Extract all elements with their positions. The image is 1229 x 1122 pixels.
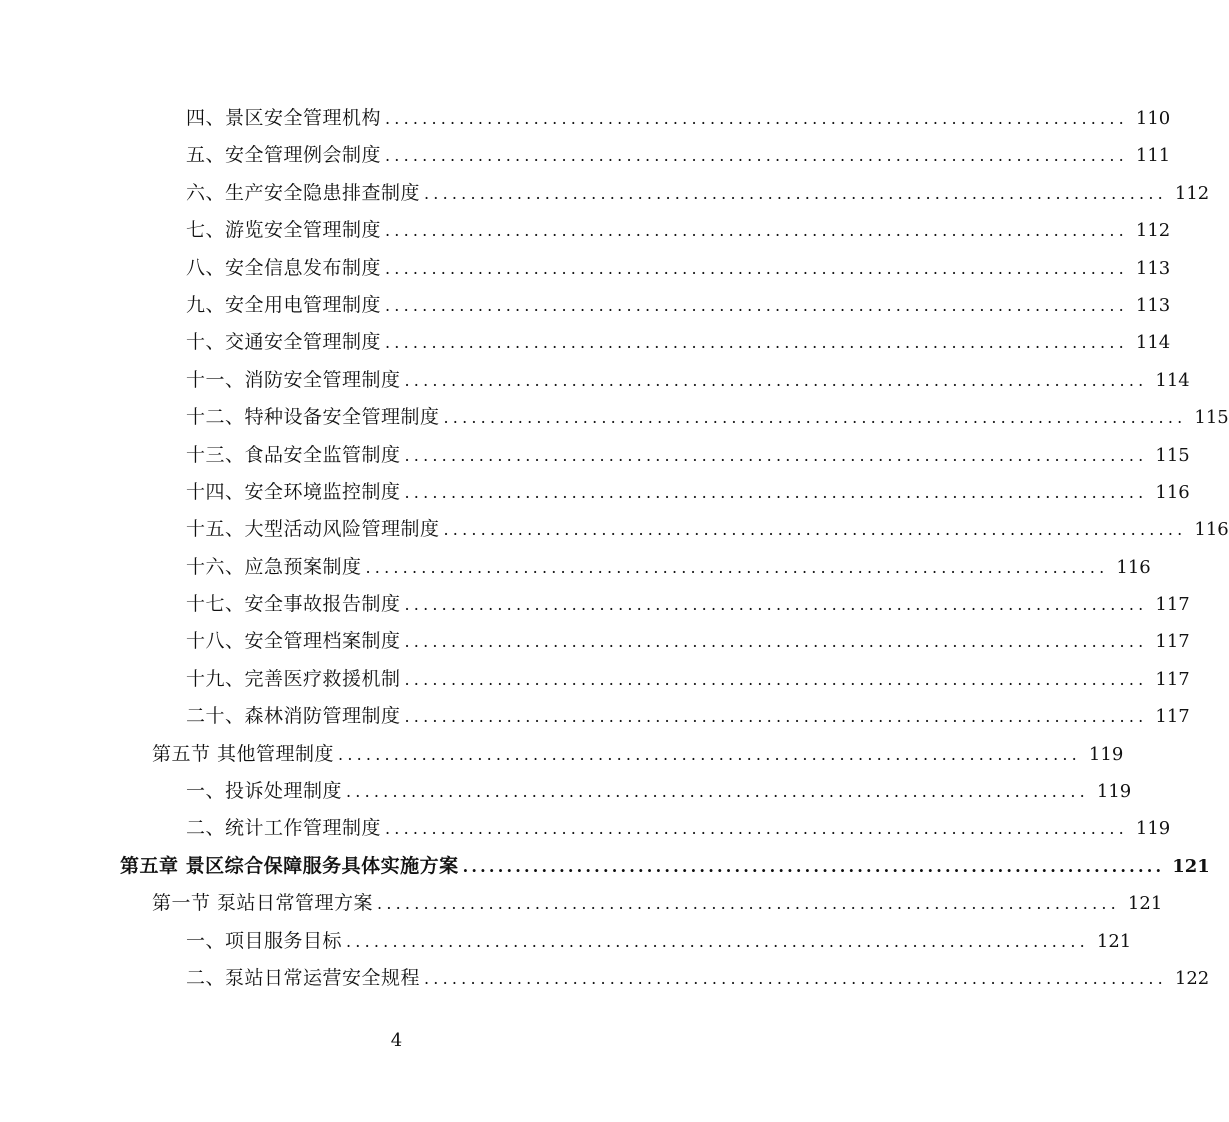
toc-entry-title: 十五、大型活动风险管理制度 — [186, 518, 440, 541]
toc-leader-dots: ................................................................................ — [346, 782, 1089, 802]
toc-entry[interactable] — [0, 212, 1171, 249]
toc-leader-dots: ................................................................................ — [443, 408, 1187, 428]
toc-entry[interactable] — [0, 324, 1171, 361]
toc-entry-page: 119 — [1096, 781, 1132, 803]
toc-entry-title: 十二、特种设备安全管理制度 — [186, 406, 440, 429]
toc-entry-title: 十六、应急预案制度 — [186, 555, 362, 578]
toc-leader-dots: ................................................................................ — [346, 931, 1089, 951]
toc-entry-title: 十三、食品安全监管制度 — [186, 443, 401, 466]
toc-entry-title: 二、泵站日常运营安全规程 — [186, 966, 421, 989]
toc-entry-title: 第五章 景区综合保障服务具体实施方案 — [120, 854, 459, 877]
toc-entry[interactable] — [0, 399, 1229, 436]
toc-entry[interactable] — [0, 511, 1229, 548]
toc-entry-page: 116 — [1194, 519, 1229, 541]
toc-entry[interactable] — [0, 810, 1171, 847]
toc-leader-dots: ................................................................................ — [404, 370, 1148, 390]
toc-leader-dots: ................................................................................ — [385, 221, 1128, 241]
page-number: 4 — [390, 1030, 403, 1051]
toc-entry-page: 115 — [1194, 407, 1229, 429]
toc-entry[interactable] — [0, 698, 1190, 735]
toc-entry-title: 六、生产安全隐患排查制度 — [186, 181, 421, 204]
toc-entry[interactable] — [0, 100, 1171, 137]
toc-entry-title: 八、安全信息发布制度 — [186, 256, 382, 279]
toc-entry[interactable] — [0, 137, 1171, 174]
toc-entry[interactable] — [0, 923, 1132, 960]
toc-leader-dots: ................................................................................ — [404, 445, 1148, 465]
toc-leader-dots: ................................................................................ — [443, 520, 1187, 540]
toc-leader-dots: ................................................................................ — [385, 258, 1128, 278]
toc-entry-page: 110 — [1135, 108, 1171, 129]
toc-entry-page: 119 — [1135, 818, 1171, 840]
toc-leader-dots: ................................................................................ — [424, 183, 1167, 203]
toc-leader-dots: ................................................................................ — [404, 632, 1148, 652]
toc-leader-dots: ................................................................................ — [404, 482, 1148, 502]
toc-leader-dots: ................................................................................ — [385, 295, 1128, 315]
toc-entry[interactable] — [0, 362, 1190, 399]
toc-entry-title: 十、交通安全管理制度 — [186, 331, 382, 354]
toc-entry-title: 五、安全管理例会制度 — [186, 144, 382, 167]
toc-leader-dots: ................................................................................ — [404, 595, 1148, 615]
toc-leader-dots: ................................................................................ — [424, 968, 1167, 988]
toc-entry[interactable] — [0, 287, 1171, 324]
toc-entry[interactable] — [0, 549, 1151, 586]
toc-entry-page: 112 — [1135, 220, 1171, 242]
toc-entry[interactable] — [0, 474, 1190, 511]
toc-entry[interactable] — [0, 661, 1190, 698]
toc-entry-title: 十七、安全事故报告制度 — [186, 593, 401, 616]
toc-entry-title: 一、投诉处理制度 — [186, 780, 343, 803]
toc-entry-title: 第五节 其他管理制度 — [152, 742, 335, 765]
toc-entry[interactable] — [0, 623, 1190, 660]
toc-entry-title: 十四、安全环境监控制度 — [186, 480, 401, 503]
toc-entry-page: 117 — [1155, 594, 1190, 616]
toc-entry-page: 117 — [1155, 631, 1190, 653]
toc-entry-page: 114 — [1155, 369, 1190, 391]
toc-entry-title: 二十、森林消防管理制度 — [186, 705, 401, 728]
toc-leader-dots: ................................................................................ — [404, 669, 1148, 689]
toc-entry[interactable] — [0, 250, 1171, 287]
toc-entry-page: 111 — [1135, 145, 1171, 167]
toc-entry-title: 第一节 泵站日常管理方案 — [152, 892, 374, 915]
toc-entry[interactable] — [0, 586, 1190, 623]
toc-entry-page: 121 — [1096, 930, 1132, 952]
toc-leader-dots: ................................................................................ — [385, 819, 1128, 839]
toc-entry-title: 九、安全用电管理制度 — [186, 293, 382, 316]
toc-leader-dots: ................................................................................ — [404, 707, 1148, 727]
toc-leader-dots: ................................................................................ — [385, 109, 1128, 128]
table-of-contents — [0, 100, 1229, 997]
toc-entry-title: 二、统计工作管理制度 — [186, 817, 382, 840]
toc-entry-page: 117 — [1155, 706, 1190, 728]
toc-leader-dots: ................................................................................ — [377, 894, 1120, 914]
toc-entry-page: 122 — [1174, 967, 1210, 989]
toc-entry[interactable] — [0, 773, 1132, 810]
toc-entry-page: 113 — [1135, 294, 1171, 316]
toc-entry-page: 116 — [1155, 481, 1190, 503]
toc-entry-page: 121 — [1172, 855, 1210, 877]
toc-entry-page: 117 — [1155, 668, 1190, 690]
toc-entry-title: 十九、完善医疗救援机制 — [186, 667, 401, 690]
toc-entry-title: 七、游览安全管理制度 — [186, 219, 382, 242]
toc-leader-dots: ................................................................................ — [338, 744, 1081, 764]
toc-entry-page: 115 — [1155, 444, 1190, 466]
toc-entry-page: 116 — [1116, 556, 1151, 578]
toc-entry-page: 112 — [1174, 182, 1210, 204]
toc-chapter-entry[interactable] — [0, 848, 1210, 885]
toc-entry-title: 十一、消防安全管理制度 — [186, 368, 401, 391]
toc-entry-title: 四、景区安全管理机构 — [186, 107, 382, 129]
toc-section-entry[interactable] — [0, 885, 1163, 922]
toc-leader-dots: ................................................................................ — [365, 557, 1109, 577]
toc-section-entry[interactable] — [0, 736, 1124, 773]
toc-entry-title: 十八、安全管理档案制度 — [186, 630, 401, 653]
toc-leader-dots: ................................................................................ — [385, 333, 1128, 353]
toc-entry-title: 一、项目服务目标 — [186, 929, 343, 952]
toc-entry-page: 121 — [1127, 893, 1163, 915]
toc-entry-page: 114 — [1135, 332, 1171, 354]
toc-leader-dots: ................................................................................ — [385, 146, 1128, 166]
toc-leader-dots: ................................................................................ — [462, 856, 1165, 876]
toc-entry[interactable] — [0, 437, 1190, 474]
toc-entry[interactable] — [0, 960, 1210, 997]
toc-entry-page: 119 — [1088, 743, 1124, 765]
toc-entry[interactable] — [0, 175, 1210, 212]
toc-entry-page: 113 — [1135, 257, 1171, 279]
